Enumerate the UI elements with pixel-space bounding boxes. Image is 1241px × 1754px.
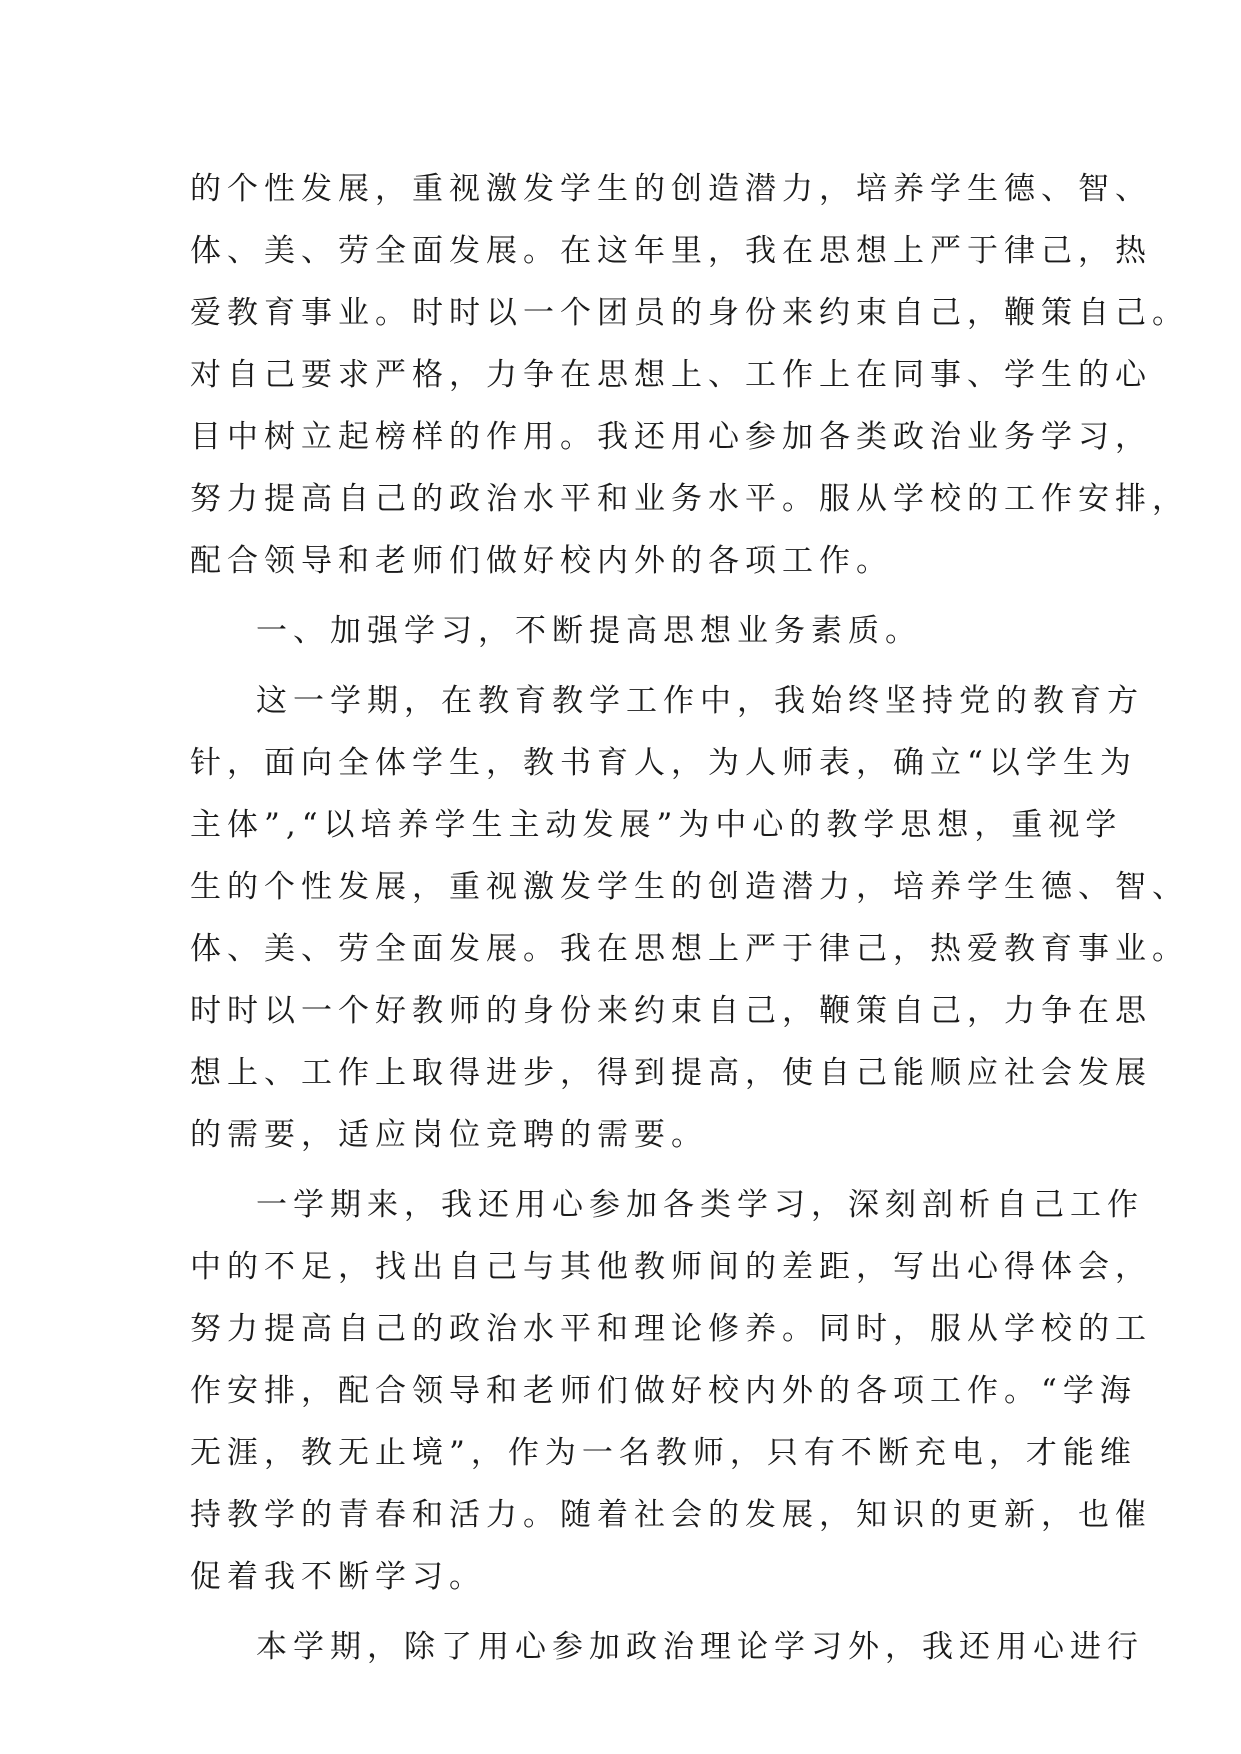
paragraph-1 [190,158,1189,592]
text-line: 无涯，教无止境”，作为一名教师，只有不断充电，才能维 [190,1435,1137,1471]
text-line: 努力提高自己的政治水平和业务水平。服从学校的工作安排， [190,481,1189,517]
text-line: 作安排，配合领导和老师们做好校内外的各项工作。“学海 [190,1373,1137,1409]
text-line: 想上、工作上取得进步，得到提高，使自己能顺应社会发展 [190,1055,1152,1091]
text-line: 一学期来，我还用心参加各类学习，深刻剖析自己工作 [256,1187,1144,1223]
text-line: 生的个性发展，重视激发学生的创造潜力，培养学生德、智、 [190,869,1189,905]
text-line: 努力提高自己的政治水平和理论修养。同时，服从学校的工 [190,1311,1152,1347]
paragraph-5 [190,1616,1144,1678]
text-line: 时时以一个好教师的身份来约束自己，鞭策自己，力争在思 [190,993,1152,1029]
text-line: 针，面向全体学生，教书育人，为人师表，确立“以学生为 [190,745,1137,781]
paragraph-4 [190,1174,1152,1608]
text-line: 配合领导和老师们做好校内外的各项工作。 [190,543,893,579]
paragraph-3 [190,670,1189,1166]
text-line: 持教学的青春和活力。随着社会的发展，知识的更新，也催 [190,1497,1152,1533]
heading-line: 一、加强学习，不断提高思想业务素质。 [256,613,922,649]
section-heading [190,600,1070,662]
text-line: 促着我不断学习。 [190,1559,486,1595]
text-line: 对自己要求严格，力争在思想上、工作上在同事、学生的心 [190,357,1152,393]
text-line: 这一学期，在教育教学工作中，我始终坚持党的教育方 [256,683,1144,719]
text-line: 体、美、劳全面发展。我在思想上严于律己，热爱教育事业。 [190,931,1189,967]
text-line: 中的不足，找出自己与其他教师间的差距，写出心得体会， [190,1249,1152,1285]
text-line: 的需要，适应岗位竞聘的需要。 [190,1117,708,1153]
text-line: 爱教育事业。时时以一个团员的身份来约束自己，鞭策自己。 [190,295,1189,331]
text-line: 主体”,“以培养学生主动发展”为中心的教学思想，重视学 [190,807,1123,843]
text-line: 目中树立起榜样的作用。我还用心参加各类政治业务学习， [190,419,1152,455]
text-line: 的个性发展，重视激发学生的创造潜力，培养学生德、智、 [190,171,1152,207]
text-line: 本学期，除了用心参加政治理论学习外，我还用心进行 [256,1629,1144,1665]
text-line: 体、美、劳全面发展。在这年里，我在思想上严于律己，热 [190,233,1152,269]
body-text [190,158,1189,1678]
